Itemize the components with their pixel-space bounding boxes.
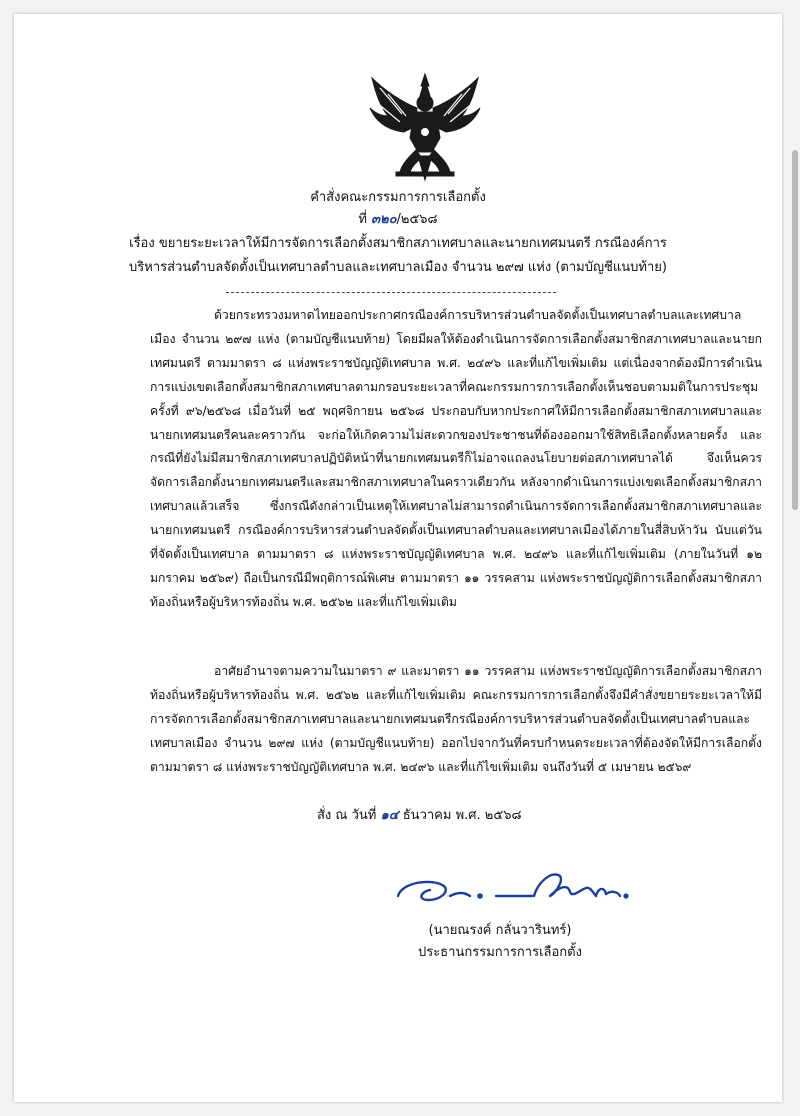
body-paragraph-1: ด้วยกระทรวงมหาดไทยออกประกาศกรณีองค์การบริหารส่วนตำบลจัดตั้งเป็นเทศบาลตำบลและเทศบาลเมือง จำนวน ๒๙๗ แห่ง (ตามบัญชีแนบท้าย) โดยมีผลให้ต้องดำเนินการจัดการเลือกตั้งสมาชิกสภาเทศบาลและนายกเทศมนตรี ตามมาตรา ๘ แห่งพระราชบัญญัติเทศบาล พ.ศ. ๒๔๙๖ และที่แก้ไขเพิ่มเติม แต่เนื่องจากต้องมีการดำเนินการแบ่งเขตเลือกตั้งสมาชิกสภาเทศบาลตามกรอบระยะเวลาที่คณะกรรมการการเลือกตั้งเห็นชอบตามมติในการประชุมครั้งที่ ๙๖/๒๕๖๘ เมื่อวันที่ ๒๕ พฤศจิกายน ๒๕๖๘ ประกอบกับหากประกาศให้มีการเลือกตั้งสมาชิกสภาเทศบาลและนายกเทศมนตรีคนละคราวกัน จะก่อให้เกิดความไม่สะดวกของประชาชนที่ต้องออกมาใช้สิทธิเลือกตั้งหลายครั้ง และกรณีที่ยังไม่มีสมาชิกสภาเทศบาลปฏิบัติหน้าที่นายกเทศมนตรีก็ไม่อาจแถลงนโยบายต่อสภาเทศบาลได้ จึงเห็นควรจัดการเลือกตั้งนายกเทศมนตรีและสมาชิกสภาเทศบาลในคราวเดียวกัน หลังจากดำเนินการแบ่งเขตเลือกตั้งสมาชิกสภาเทศบาลแล้วเสร็จ ซึ่งกรณีดังกล่าวเป็นเหตุให้เทศบาลไม่สามารถดำเนินการจัดการเลือกตั้งสมาชิกสภาเทศบาลและนายกเทศมนตรี กรณีองค์การบริหารส่วนตำบลจัดตั้งเป็นเทศบาลตำบลและเทศบาลเมืองได้ภายในสี่สิบห้าวัน นับแต่วันที่จัดตั้งเป็นเทศบาล ตามมาตรา ๘ แห่งพระราชบัญญัติเทศบาล พ.ศ. ๒๔๙๖ และที่แก้ไขเพิ่มเติม (ภายในวันที่ ๑๒ มกราคม ๒๕๖๙) ถือเป็นกรณีมีพฤติการณ์พิเศษ ตามมาตรา ๑๑ วรรคสาม แห่งพระราชบัญญัติการเลือกตั้งสมาชิกสภาท้องถิ่นหรือผู้บริหารท้องถิ่น พ.ศ. ๒๕๖๒ และที่แก้ไขเพิ่มเติม xyxy=(150,308,762,609)
subject-line-2: บริหารส่วนตำบลจัดตั้งเป็นเทศบาลตำบลและเทศบาลเมือง จำนวน ๒๙๗ แห่ง (ตามบัญชีแนบท้าย) xyxy=(129,260,667,275)
garuda-emblem-icon xyxy=(366,72,484,184)
signer-position: ประธานกรรมการการเลือกตั้ง xyxy=(418,945,582,960)
body-paragraph-2: อาศัยอำนาจตามความในมาตรา ๙ และมาตรา ๑๑ วรรคสาม แห่งพระราชบัญญัติการเลือกตั้งสมาชิกสภาท้องถิ่นหรือผู้บริหารท้องถิ่น พ.ศ. ๒๕๖๒ และที่แก้ไขเพิ่มเติม คณะกรรมการการเลือกตั้งจึงมีคำสั่งขยายระยะเวลาให้มีการจัดการเลือกตั้งสมาชิกสภาเทศบาลและนายกเทศมนตรีกรณีองค์การบริหารส่วนตำบลจัดตั้งเป็นเทศบาลตำบลและเทศบาลเมือง จำนวน ๒๙๗ แห่ง (ตามบัญชีแนบท้าย) ออกไปจากวันที่ครบกำหนดระยะเวลาที่ต้องจัดให้มีการเลือกตั้ง ตามมาตรา ๘ แห่งพระราชบัญญัติเทศบาล พ.ศ. ๒๔๙๖ และที่แก้ไขเพิ่มเติม จนถึงวันที่ ๕ เมษายน ๒๕๖๙ xyxy=(150,664,762,774)
order-date xyxy=(317,805,521,827)
number-prefix: ที่ xyxy=(358,212,367,227)
document-page xyxy=(14,14,782,1102)
order-date-suffix: ธันวาคม พ.ศ. ๒๕๖๘ xyxy=(402,808,522,823)
separator-line xyxy=(226,292,556,293)
document-number xyxy=(14,210,782,230)
handwritten-number: ๓๒๐ xyxy=(371,212,397,227)
order-date-prefix: สั่ง ณ วันที่ xyxy=(317,808,377,823)
handwritten-day: ๑๔ xyxy=(380,808,399,823)
signer-name: (นายณรงค์ กลั่นวารินทร์) xyxy=(428,923,572,938)
handwritten-signature xyxy=(392,856,632,916)
document-title: คำสั่งคณะกรรมการการเลือกตั้ง xyxy=(310,190,486,205)
subject-line-1: เรื่อง ขยายระยะเวลาให้มีการจัดการเลือกตั้งสมาชิกสภาเทศบาลและนายกเทศมนตรี กรณีองค์การ xyxy=(129,236,667,251)
number-suffix: /๒๕๖๘ xyxy=(396,212,438,227)
scrollbar[interactable] xyxy=(792,150,798,510)
